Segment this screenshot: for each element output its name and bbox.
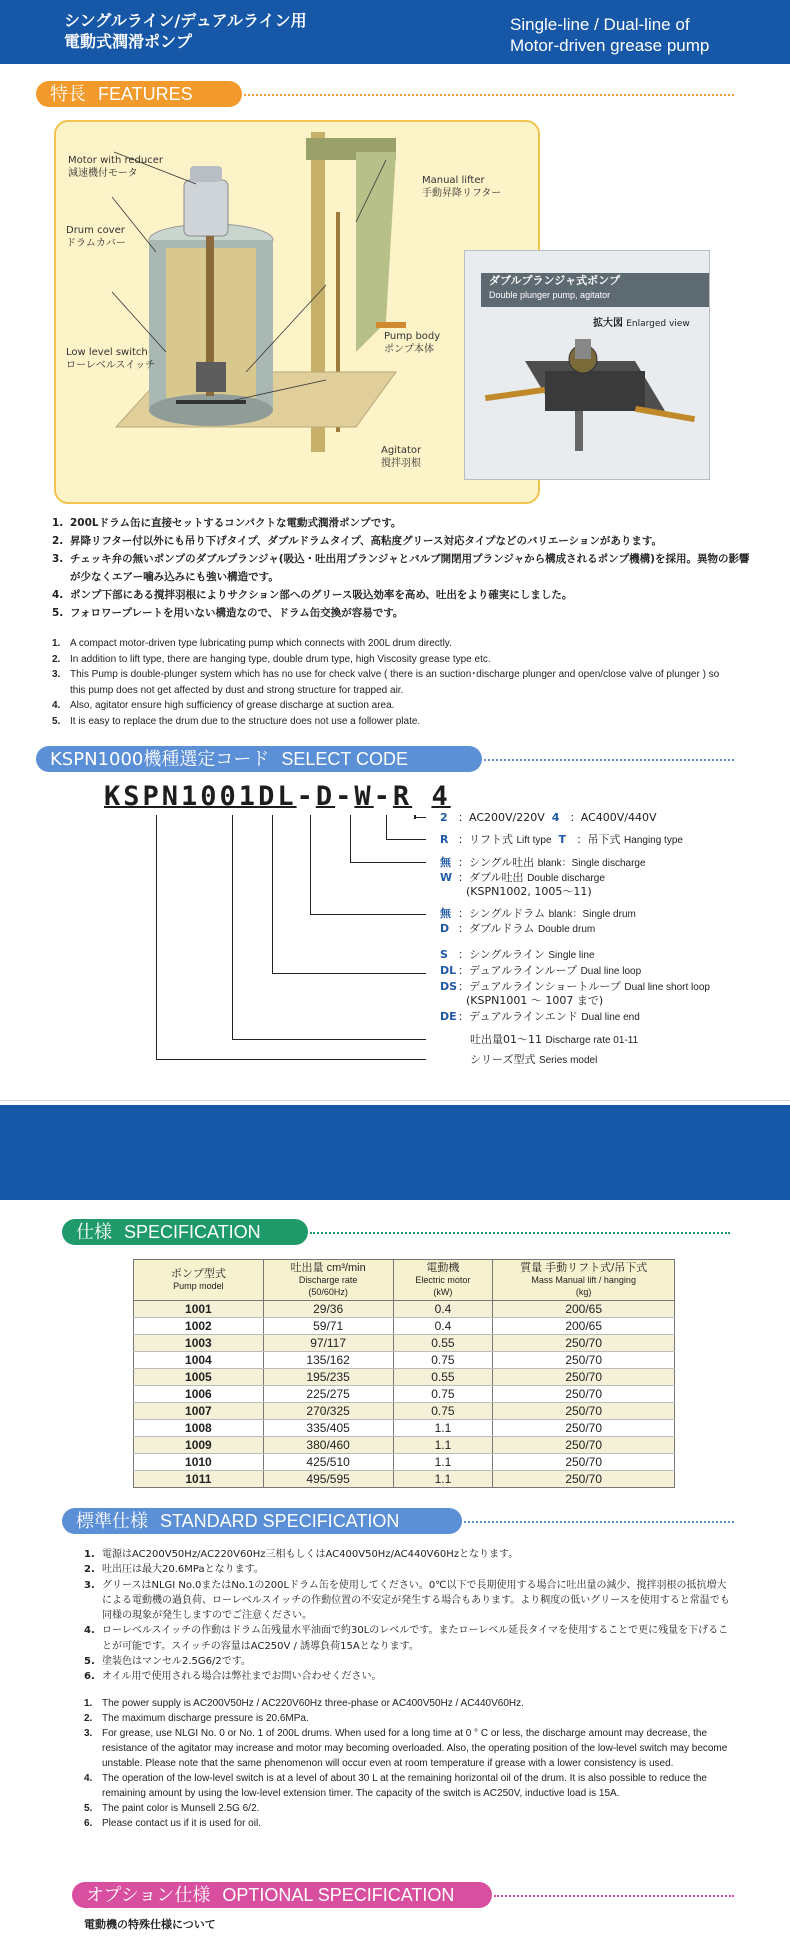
- list-item: 1. A compact motor-driven type lubricating pump which connects with 200L drum directly.: [52, 638, 452, 649]
- table-row: 1009 380/460 1.1 250/70: [134, 1437, 675, 1454]
- features-dots: [244, 94, 734, 96]
- divider: [0, 1100, 790, 1101]
- code-series: KSPN: [104, 781, 182, 812]
- standard-spec-dots: [464, 1521, 734, 1523]
- code-line: DL: [258, 781, 297, 812]
- list-item: 3. チェッキ弁の無いポンプのダブルプランジャ(吸込・吐出用プランジャとバルブ開閉用プランジャから構成されるポンプ機構)を採用。異物の影響が少なくエアー噛み込みにも強い構造です。: [52, 553, 750, 583]
- list-item: 3. For grease, use NLGI No. 0 or No. 1 of 200L drums. When used for a long time at 0 ° C or less, the discharge amount may decrease, the resistance of the agitator may increase and motor may becoming overloaded. Also, the operating position of the low-level switch may become unstable. Please note that the same phenomenon will occur even at room temperature if grease with a lower consistency is used.: [84, 1728, 728, 1769]
- standard-spec-list-jp: [84, 1547, 734, 1685]
- label-motor: Motor with reducer 減速機付モータ: [68, 155, 163, 179]
- label-low-level-switch: Low level switch ローレベルスイッチ: [66, 347, 156, 371]
- list-item: 5. 塗装色はマンセル2.5G6/2です。: [84, 1656, 251, 1668]
- list-item: 1. 200Lドラム缶に直接セットするコンパクトな電動式潤滑ポンプです。: [52, 517, 402, 529]
- code-discharge: W: [354, 781, 374, 812]
- motor-icon: [184, 180, 228, 236]
- title-jp-line1: シングルライン/デュアルライン用: [64, 11, 307, 30]
- list-item: 1. The power supply is AC200V50Hz / AC220V60Hz three-phase or AC400V50Hz / AC440V60Hz.: [84, 1698, 524, 1709]
- list-item: 6. Please contact us if it is used for oil.: [84, 1818, 261, 1829]
- table-row: 1005 195/235 0.55 250/70: [134, 1369, 675, 1386]
- label-pump-body: Pump body ポンプ本体: [384, 331, 441, 355]
- standard-spec-heading-jp: 標準仕様: [76, 1511, 148, 1532]
- optional-spec-heading-en: OPTIONAL SPECIFICATION: [222, 1885, 455, 1905]
- option-rate: 吐出量01～11 Discharge rate 01-11: [470, 1033, 639, 1046]
- title-jp-line2: 電動式潤滑ポンプ: [64, 32, 193, 51]
- select-code-heading-jp: KSPN1000機種選定コード: [50, 749, 270, 770]
- lifter-handle-icon: [376, 322, 406, 328]
- option-discharge-2: W ：ダブル吐出 Double discharge: [440, 871, 605, 884]
- code-lift: R: [392, 781, 413, 812]
- features-heading-en: FEATURES: [98, 84, 193, 104]
- col-mass: 質量 手動リフト式/吊下式 Mass Manual lift / hanging (kg): [493, 1260, 675, 1301]
- table-header-row: [134, 1260, 675, 1301]
- option-line-3b: (KSPN1001 ～ 1007 まで): [466, 994, 604, 1007]
- code-rate: 1001: [181, 781, 259, 812]
- double-plunger-pump-icon: [465, 251, 711, 481]
- option-line-1: S ：シングルライン Single line: [440, 948, 595, 961]
- list-item: 3. グリースはNLGI No.0またはNo.1の200Lドラム缶を使用してください。0℃以下で長期使用する場合に吐出量の減少、撹拌羽根の抵抗増大による電動機の過負荷、ローレベルスイッチの作動位置の不安定が発生する場合もあります。より稠度の低いグリースを使用すると常温でも同様の現象が発生しますのでご注意ください。: [84, 1579, 730, 1622]
- model-code: KSPN1001DL-D-W-R 4: [104, 781, 451, 812]
- features-heading: [36, 81, 242, 107]
- inset-title-en: Double plunger pump, agitator: [489, 290, 611, 300]
- standard-spec-heading-en: STANDARD SPECIFICATION: [160, 1511, 400, 1531]
- list-item: 5. フォロワープレートを用いない構造なので、ドラム缶交換が容易です。: [52, 607, 404, 619]
- col-electric-motor: 電動機 Electric motor (kW): [393, 1260, 493, 1301]
- list-item: 2. 吐出圧は最大20.6MPaとなります。: [84, 1564, 264, 1576]
- list-item: 6. オイル用で使用される場合は弊社までお問い合わせください。: [84, 1671, 382, 1683]
- list-item: 5. It is easy to replace the drum due to the structure does not use a follower plate.: [52, 715, 421, 727]
- optional-spec-subheading: 電動機の特殊仕様について: [84, 1918, 216, 1931]
- table-row: 1008 335/405 1.1 250/70: [134, 1420, 675, 1437]
- option-line-2: DL ：デュアルラインループ Dual line loop: [440, 964, 642, 977]
- list-item: 4. The operation of the low-level switch is at a level of about 30 L at the remaining horizontal oil of the drum. It is also possible to reduce the remaining amount by using the low-level extension timer. The capacity of the switch is AC250V, inductive load is 15A.: [84, 1773, 707, 1799]
- table-row: 1010 425/510 1.1 250/70: [134, 1454, 675, 1471]
- specification-dots: [310, 1232, 730, 1234]
- list-item: 3. This Pump is double-plunger system which has no use for check valve ( there is an suction･discharge plunger and open/close valve of plunger ) so this pump does not get affected by dust and strong structure for trapped air.: [52, 669, 720, 696]
- standard-spec-heading: [62, 1508, 462, 1534]
- standard-spec-list-en: [84, 1696, 734, 1831]
- table-row: 1007 270/325 0.75 250/70: [134, 1403, 675, 1420]
- select-code-heading-en: SELECT CODE: [281, 749, 409, 769]
- label-drum-cover: Drum cover ドラムカバー: [66, 225, 126, 249]
- list-item: 4. ローレベルスイッチの作動はドラム缶残量水平油面で約30Lのレベルです。またローレベル延長タイマを使用することで更に残量を下げることが可能です。スイッチの容量はAC250V / 誘導負荷15Aとなります。: [84, 1625, 729, 1652]
- option-lift: R ：リフト式 Lift type T ：吊下式 Hanging type: [440, 833, 683, 846]
- list-item: 2. 昇降リフター付以外にも吊り下げタイプ、ダブルドラムタイプ、高粘度グリース対応タイプなどのバリエーションがあります。: [52, 535, 662, 547]
- label-lifter: Manual lifter 手動昇降リフター: [422, 175, 502, 199]
- title-en-line1: Single-line / Dual-line of: [510, 15, 690, 34]
- list-item: 1. 電源はAC200V50Hz/AC220V60Hz三相もしくはAC400V50Hz/AC440V60Hzとなります。: [84, 1549, 519, 1560]
- features-heading-jp: 特長: [50, 84, 86, 105]
- table-row: 1001 29/36 0.4 200/65: [134, 1301, 675, 1318]
- label-agitator: Agitator 撹拌羽根: [381, 445, 422, 469]
- inset-zoom-label: 拡大図 Enlarged view: [593, 318, 690, 329]
- title-en: [510, 14, 709, 56]
- specification-heading-jp: 仕様: [76, 1222, 112, 1243]
- option-discharge-1: 無 ：シングル吐出 blank：Single discharge: [440, 856, 646, 869]
- specification-heading-en: SPECIFICATION: [124, 1222, 261, 1242]
- select-code-heading: [36, 746, 482, 772]
- features-list-jp: [52, 514, 752, 622]
- option-line-4: DE：デュアルラインエンド Dual line end: [440, 1010, 640, 1023]
- table-row: 1004 135/162 0.75 250/70: [134, 1352, 675, 1369]
- option-voltage: 2 ：AC200V/220V 4 ：AC400V/440V: [440, 811, 657, 824]
- title-en-line2: Motor-driven grease pump: [510, 36, 710, 55]
- list-item: 2. In addition to lift type, there are hanging type, double drum type, high Viscosity grease type etc.: [52, 653, 491, 665]
- motor-cap-icon: [190, 166, 222, 182]
- inset-enlarged-view: [464, 250, 710, 480]
- table-row: 1003 97/117 0.55 250/70: [134, 1335, 675, 1352]
- col-discharge-rate: 吐出量 cm³/min Discharge rate (50/60Hz): [263, 1260, 393, 1301]
- specification-heading: [62, 1219, 308, 1245]
- specification-table: [133, 1259, 675, 1488]
- optional-spec-heading-jp: オプション仕様: [86, 1885, 211, 1906]
- table-row: 1006 225/275 0.75 250/70: [134, 1386, 675, 1403]
- table-row: 1002 59/71 0.4 200/65: [134, 1318, 675, 1335]
- select-code-dots: [484, 759, 734, 761]
- list-item: 4. ポンプ下部にある撹拌羽根によりサクション部へのグリース吸込効率を高め、吐出をより確実にしました。: [52, 589, 573, 601]
- col-pump-model: ポンプ型式 Pump model: [134, 1260, 264, 1301]
- list-item: 5. The paint color is Munsell 2.5G 6/2.: [84, 1803, 260, 1814]
- optional-spec-heading: [72, 1882, 492, 1908]
- list-item: 2. The maximum discharge pressure is 20.6MPa.: [84, 1713, 309, 1724]
- option-line-3: DS：デュアルラインショートループ Dual line short loop: [440, 980, 710, 993]
- optional-spec-dots: [494, 1895, 734, 1897]
- option-drum-2: D ：ダブルドラム Double drum: [440, 922, 596, 935]
- title-jp: [64, 10, 307, 52]
- option-drum-1: 無 ：シングルドラム blank：Single drum: [440, 907, 636, 920]
- header-banner: [0, 0, 790, 64]
- option-series: シリーズ型式 Series model: [470, 1053, 598, 1066]
- list-item: 4. Also, agitator ensure high sufficiency of grease discharge at suction area.: [52, 700, 395, 711]
- pump-body-icon: [196, 362, 226, 392]
- code-voltage: 4: [431, 781, 451, 812]
- option-discharge-3: (KSPN1002, 1005～11): [466, 885, 592, 898]
- drum-bottom-icon: [149, 394, 273, 426]
- inset-title-jp: ダブルプランジャ式ポンプ: [489, 274, 621, 287]
- features-list-en: [52, 636, 732, 729]
- table-row: 1011 495/595 1.1 250/70: [134, 1471, 675, 1488]
- code-drum: D: [315, 781, 336, 812]
- mid-banner: [0, 1105, 790, 1200]
